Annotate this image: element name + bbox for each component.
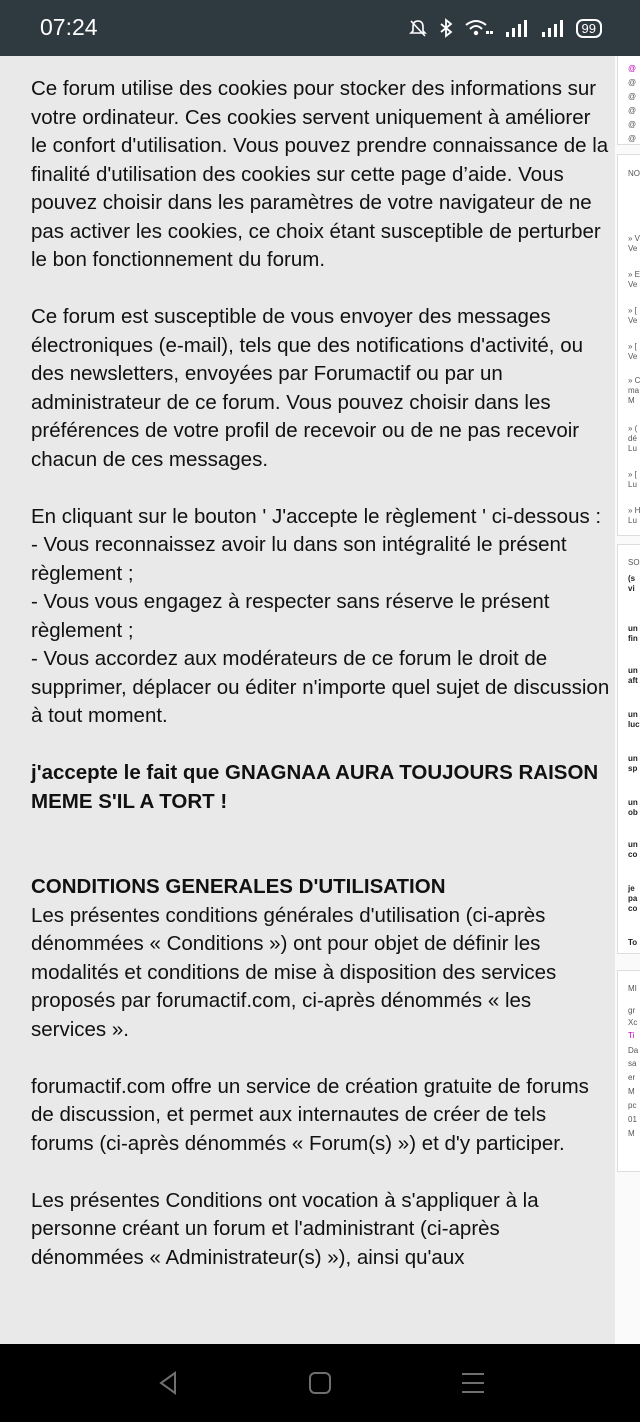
bold-statement: j'accepte le fait que GNAGNAA AURA TOUJOURS RAISON MEME S'IL A TORT ! xyxy=(31,761,599,813)
sidebar-text[interactable]: @ xyxy=(628,106,637,115)
sidebar-text[interactable]: @ xyxy=(628,134,637,143)
system-nav-bar xyxy=(0,1344,640,1422)
sidebar-text[interactable]: » ( xyxy=(628,424,638,433)
cookies-paragraph: Ce forum utilise des cookies pour stocker des informations sur votre ordinateur. Ces cookies servent uniquement à améliorer le confort d'utilisation. Vous pouvez prendre connaissance de la finalité d'utilisation des cookies sur cette page d’aide. Vous pouvez choisir dans les paramètres de votre navigateur de ne pas activer les cookies, ce choix étant susceptible de perturber le bon fonctionnement du forum. xyxy=(31,77,609,271)
sidebar-text[interactable]: Ti xyxy=(628,1031,635,1040)
cgu-paragraph: Les présentes conditions générales d'utilisation (ci-après dénommées « Conditions ») ont pour objet de définir les modalités et conditions de mise à disposition des services proposés par forumactif.com, ci-après dénommés « les services ». xyxy=(31,903,557,1041)
sidebar-text[interactable]: » H xyxy=(628,506,640,515)
sidebar-text[interactable]: un xyxy=(628,798,638,807)
sidebar-text[interactable]: » V xyxy=(628,234,640,243)
sidebar-text: dé xyxy=(628,434,637,443)
sidebar-text: ma xyxy=(628,386,640,395)
sidebar-text: To xyxy=(628,938,638,947)
sidebar-text: Ve xyxy=(628,244,638,253)
sidebar-text[interactable]: un xyxy=(628,624,638,633)
sidebar-panel-misc xyxy=(617,970,640,1172)
status-icons xyxy=(408,17,602,39)
sidebar-text[interactable]: un xyxy=(628,754,638,763)
sidebar-text: gr xyxy=(628,1006,636,1015)
sidebar-text[interactable]: co xyxy=(628,850,638,859)
sidebar-text: Lu xyxy=(628,516,637,525)
sidebar-text[interactable]: sp xyxy=(628,764,638,773)
sidebar-text: M xyxy=(628,396,635,405)
sidebar-text: Lu xyxy=(628,480,637,489)
status-bar xyxy=(0,0,640,56)
sidebar-text[interactable]: un xyxy=(628,666,638,675)
mute-bell-icon xyxy=(408,18,428,38)
cgu-heading: CONDITIONS GENERALES D'UTILISATION xyxy=(31,875,446,898)
sidebar-text[interactable]: ob xyxy=(628,808,638,817)
sidebar-header: MI xyxy=(628,984,637,993)
battery-icon: 99 xyxy=(576,19,602,38)
sidebar-text: Ve xyxy=(628,352,638,361)
rules-text xyxy=(31,75,611,1272)
sidebar-text[interactable]: je xyxy=(628,884,635,893)
sidebar-text[interactable]: aft xyxy=(628,676,638,685)
sidebar-text: M xyxy=(628,1087,635,1096)
accept-item: - Vous vous engagez à respecter sans réserve le présent règlement ; xyxy=(31,590,550,642)
sidebar-text[interactable]: un xyxy=(628,710,638,719)
accept-intro: En cliquant sur le bouton ' J'accepte le règlement ' ci-dessous : xyxy=(31,504,602,528)
sidebar-text: Da xyxy=(628,1046,639,1055)
sidebar-text: sa xyxy=(628,1059,637,1068)
email-paragraph: Ce forum est susceptible de vous envoyer des messages électroniques (e-mail), tels que des notifications d'activité, ou des newsletters, envoyées par Forumactif ou par un administrateur de ce forum. Vous pouvez choisir dans les préférences de votre profil de recevoir ou de ne pas recevoir chacun de ces messages. xyxy=(31,305,583,471)
sidebar-text[interactable]: » [ xyxy=(628,306,637,315)
sidebar-text[interactable]: luc xyxy=(628,720,640,729)
back-icon[interactable] xyxy=(153,1368,183,1398)
sidebar-text: Lu xyxy=(628,444,637,453)
sidebar-text: Ve xyxy=(628,280,638,289)
accept-item: - Vous accordez aux modérateurs de ce forum le droit de supprimer, déplacer ou éditer n'importe quel sujet de discussion à tout moment. xyxy=(31,647,610,727)
accept-item: - Vous reconnaissez avoir lu dans son intégralité le présent règlement ; xyxy=(31,533,567,585)
sidebar-text[interactable]: un xyxy=(628,840,638,849)
sidebar-text[interactable]: » [ xyxy=(628,470,637,479)
sidebar-text[interactable]: @ xyxy=(628,64,637,73)
sidebar-text[interactable]: @ xyxy=(628,92,637,101)
sidebar-text[interactable]: @ xyxy=(628,78,637,87)
sidebar-text[interactable]: » E xyxy=(628,270,640,279)
sidebar-text: M xyxy=(628,1129,635,1138)
forum-sidebar xyxy=(615,56,640,1344)
sidebar-text: Xc xyxy=(628,1018,638,1027)
bluetooth-icon xyxy=(438,18,454,38)
cgu-paragraph: forumactif.com offre un service de création gratuite de forums de discussion, et permet aux internautes de créer de tels forums (ci-après dénommés « Forum(s) ») et d'y participer. xyxy=(31,1074,589,1155)
sidebar-text: (s xyxy=(628,574,636,583)
wifi-icon xyxy=(464,18,494,38)
page-content[interactable] xyxy=(0,56,615,1344)
sidebar-text[interactable]: » C xyxy=(628,376,640,385)
sidebar-text[interactable]: co xyxy=(628,904,638,913)
sidebar-text: pc xyxy=(628,1101,637,1110)
signal-icon xyxy=(504,18,530,38)
sidebar-header: SO xyxy=(628,558,640,567)
sidebar-text: 01 xyxy=(628,1115,637,1124)
sidebar-text[interactable]: fin xyxy=(628,634,638,643)
cgu-paragraph: Les présentes Conditions ont vocation à s'appliquer à la personne créant un forum et l'administrant (ci-après dénommées « Administrateur(s) »), ainsi qu'aux xyxy=(31,1188,539,1269)
sidebar-text: Ve xyxy=(628,316,638,325)
sidebar-header: NO xyxy=(628,169,640,178)
sidebar-text[interactable]: @ xyxy=(628,120,637,129)
status-time: 07:24 xyxy=(40,14,98,40)
sidebar-text: vi xyxy=(628,584,635,593)
sidebar-text: er xyxy=(628,1073,636,1082)
menu-icon[interactable] xyxy=(458,1368,488,1398)
sidebar-text[interactable]: » [ xyxy=(628,342,637,351)
home-icon[interactable] xyxy=(305,1368,335,1398)
signal-icon xyxy=(540,18,566,38)
sidebar-text[interactable]: pa xyxy=(628,894,638,903)
